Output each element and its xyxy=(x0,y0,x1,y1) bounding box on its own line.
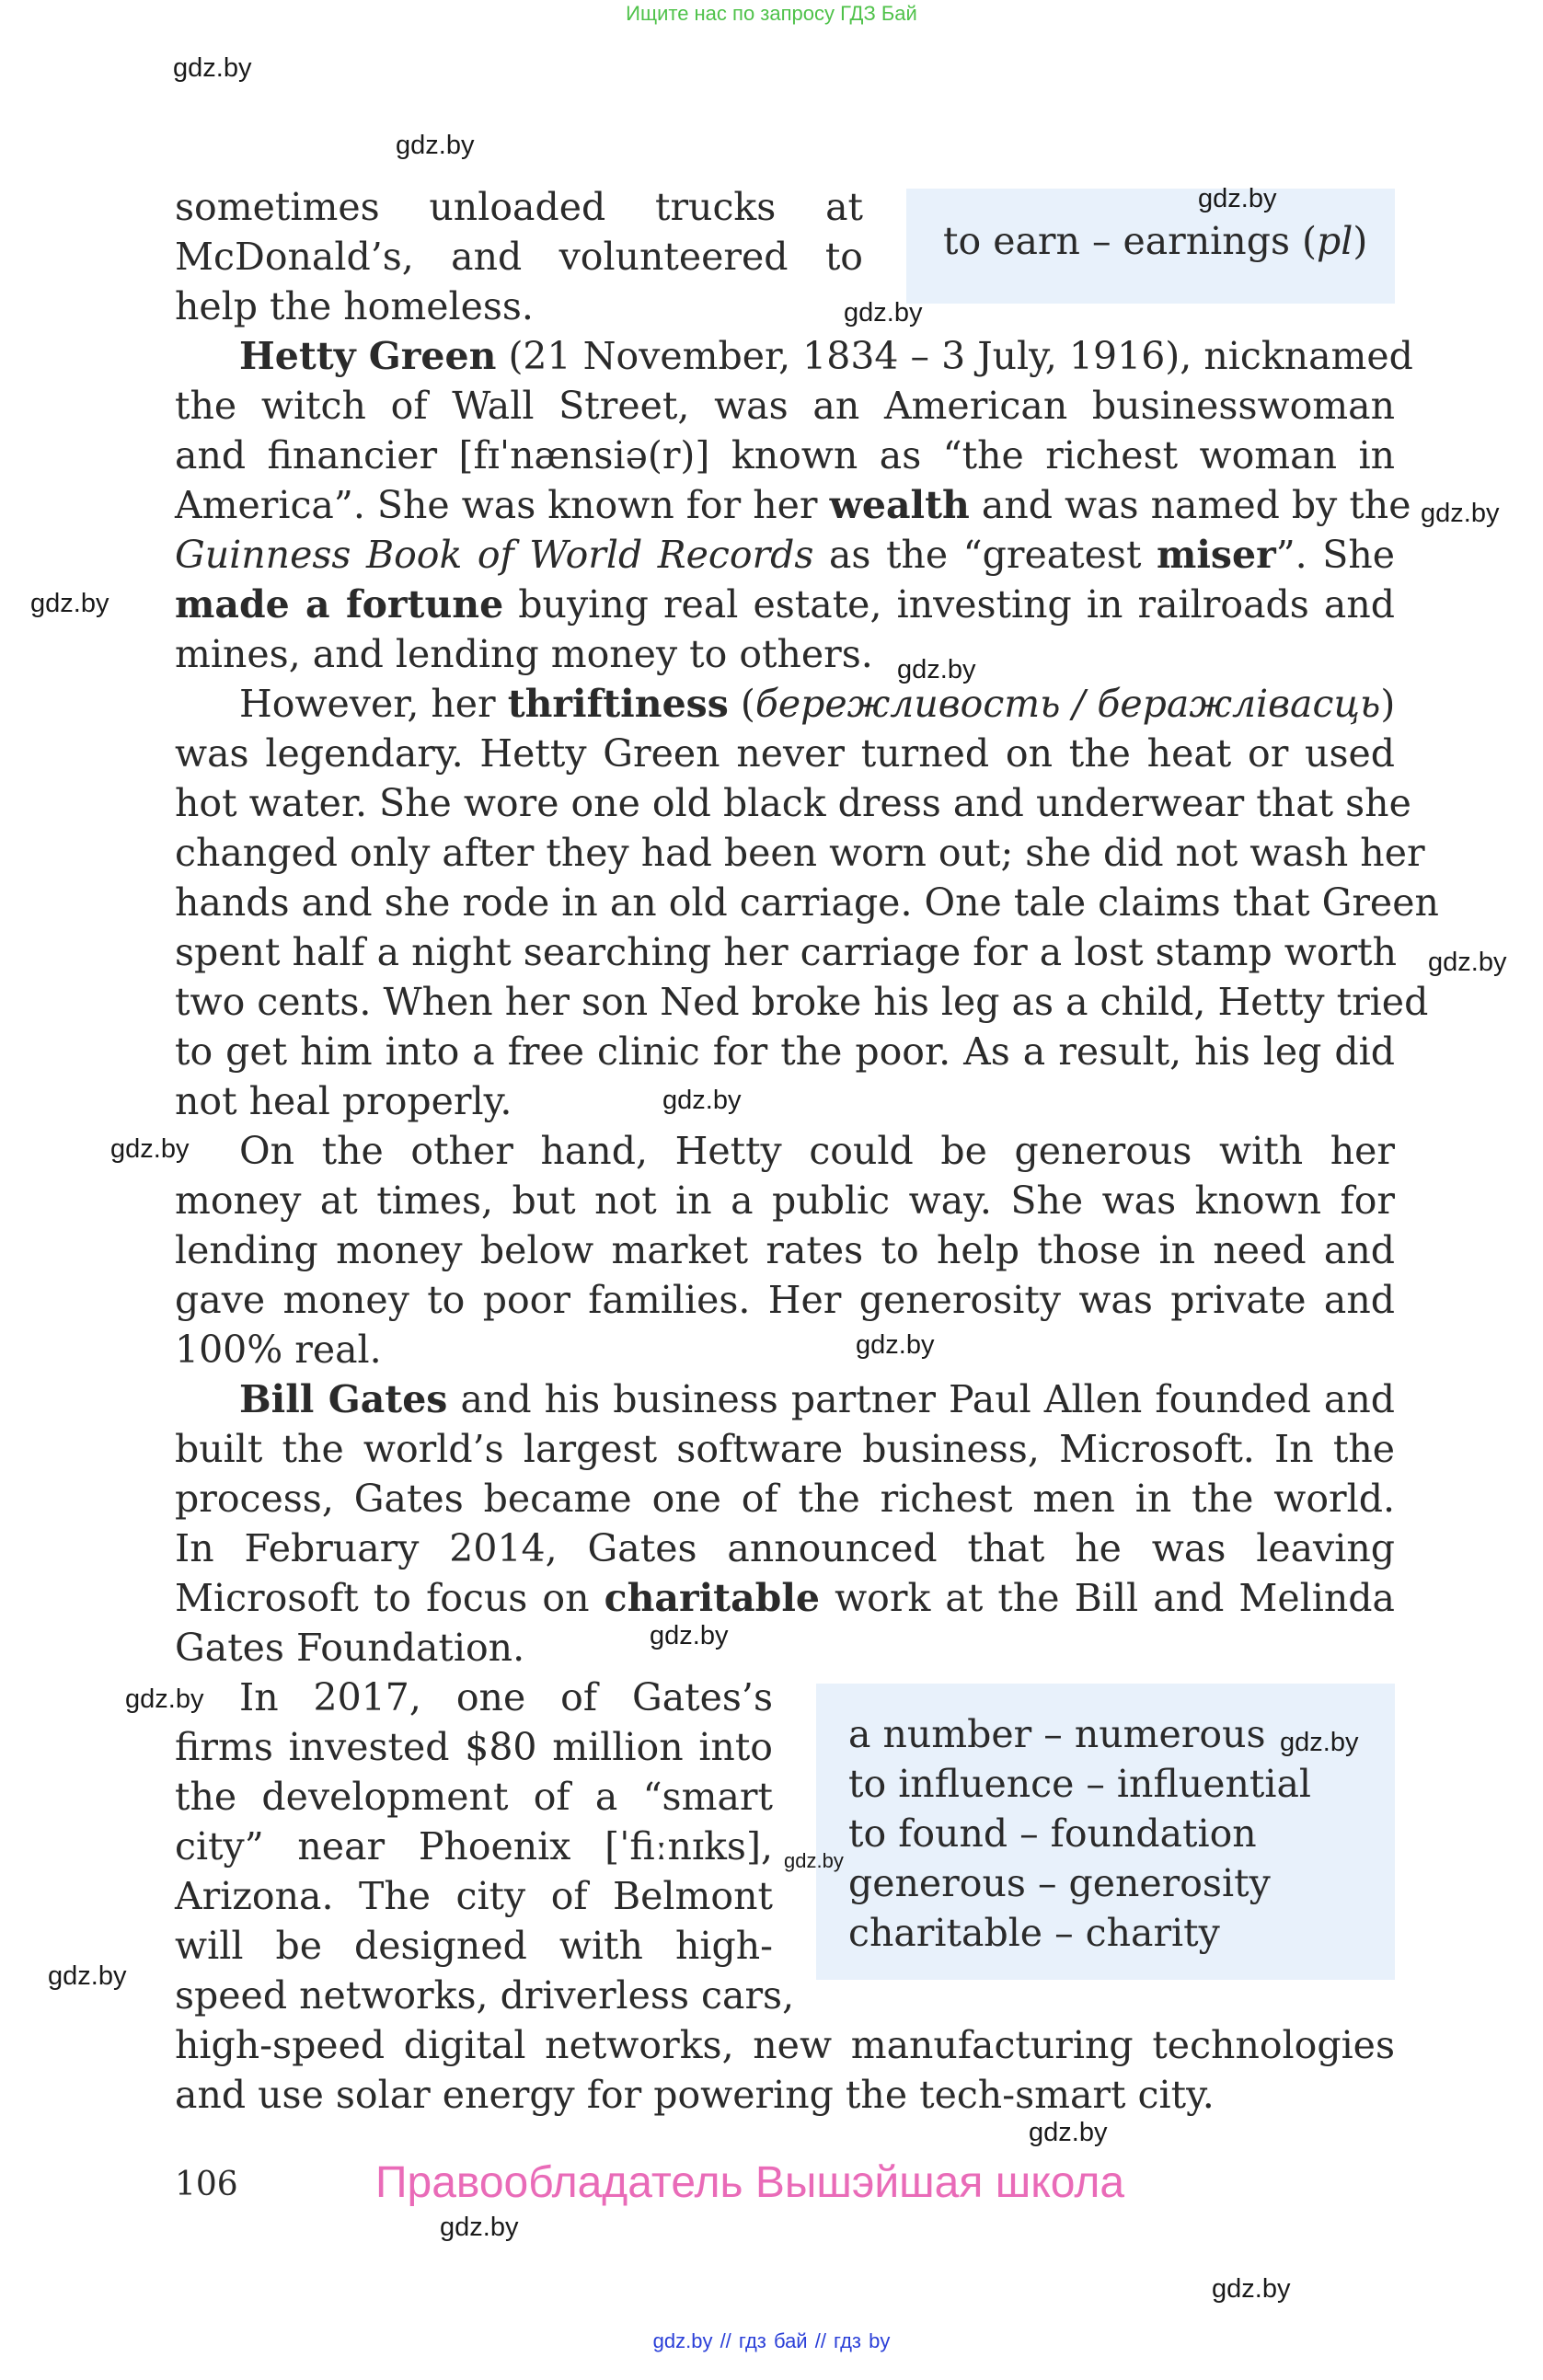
watermark: gdz.by xyxy=(1212,2274,1291,2304)
watermark: gdz.by xyxy=(30,589,109,618)
text-line: mines, and lending money to others. xyxy=(175,632,873,676)
text-line: Gates Foundation. xyxy=(175,1626,525,1670)
text-line: Bill Gates and his business partner Paul Allen founded and xyxy=(239,1377,1395,1421)
watermark: gdz.by xyxy=(784,1849,844,1872)
text-line: America”. She was known for her wealth and was named by the xyxy=(175,483,1411,527)
vocab-earn: to earn – earnings (pl) xyxy=(943,219,1368,263)
text-line: hot water. She wore one old black dress and underwear that she xyxy=(175,781,1411,825)
text-line: changed only after they had been worn out; she did not wash her xyxy=(175,831,1425,875)
watermark: gdz.by xyxy=(440,2213,519,2242)
text-line: made a fortune buying real estate, investing in railroads and xyxy=(175,582,1395,627)
vocab-item: a number – numerous xyxy=(848,1712,1266,1756)
vocab-item: to influence – influential xyxy=(848,1762,1312,1806)
text-line: hands and she rode in an old carriage. One tale claims that Green xyxy=(175,880,1439,925)
text-line: 100% real. xyxy=(175,1328,382,1372)
watermark: gdz.by xyxy=(1198,184,1277,213)
text-line: Hetty Green (21 November, 1834 – 3 July, 1916), nicknamed xyxy=(239,334,1413,378)
watermark: gdz.by xyxy=(650,1621,729,1650)
text-line: built the world’s largest software business, Microsoft. In the xyxy=(175,1427,1395,1471)
term-bill-gates: Bill Gates xyxy=(239,1377,448,1421)
watermark: gdz.by xyxy=(662,1086,742,1115)
text-line: On the other hand, Hetty could be generous with her xyxy=(239,1129,1395,1173)
watermark: gdz.by xyxy=(48,1961,127,1991)
text-line: Microsoft to focus on charitable work at the Bill and Melinda xyxy=(175,1576,1395,1620)
vocab-item: charitable – charity xyxy=(848,1911,1220,1955)
watermark: gdz.by xyxy=(1280,1728,1359,1757)
text-line: high-speed digital networks, new manufacturing technologies xyxy=(175,2023,1395,2067)
text-line: help the homeless. xyxy=(175,284,534,328)
page-number: 106 xyxy=(175,2166,238,2203)
term-hetty-green: Hetty Green xyxy=(239,334,497,378)
text-line: However, her thriftiness (бережливость / беражлівасць) xyxy=(239,682,1396,726)
watermark: gdz.by xyxy=(897,655,976,684)
term-wealth: wealth xyxy=(829,483,970,527)
text-line: process, Gates became one of the richest men in the world. xyxy=(175,1477,1395,1521)
watermark: gdz.by xyxy=(396,131,475,160)
watermark: gdz.by xyxy=(110,1134,190,1164)
text-line: speed networks, driverless cars, xyxy=(175,1973,795,2018)
top-banner[interactable]: Ищите нас по запросу ГДЗ Бай xyxy=(626,2,917,25)
text-line: to get him into a free clinic for the poor. As a result, his leg did xyxy=(175,1029,1395,1074)
watermark: gdz.by xyxy=(173,53,252,83)
translation: бережливость / беражлівасць xyxy=(754,682,1381,726)
vocab-item: generous – generosity xyxy=(848,1861,1271,1905)
watermark: gdz.by xyxy=(1029,2118,1108,2147)
text-line: not heal properly. xyxy=(175,1079,512,1123)
term-thriftiness: thriftiness xyxy=(507,682,729,726)
term-miser: miser xyxy=(1156,533,1276,577)
text-line: gave money to poor families. Her generosity was private and xyxy=(175,1278,1395,1322)
text-line: In February 2014, Gates announced that he was leaving xyxy=(175,1526,1395,1570)
text-line: will be designed with high- xyxy=(175,1924,773,1968)
vocab-box-earn xyxy=(906,189,1395,304)
term-charitable: charitable xyxy=(604,1576,820,1620)
text-line: Arizona. The city of Belmont xyxy=(175,1874,773,1918)
watermark: gdz.by xyxy=(125,1684,204,1714)
text-line: the development of a “smart xyxy=(175,1775,773,1819)
text-line: two cents. When her son Ned broke his leg as a child, Hetty tried xyxy=(175,980,1429,1024)
bottom-banner[interactable]: gdz.by // гдз бай // гдз by xyxy=(652,2329,891,2352)
term-made-a-fortune: made a fortune xyxy=(175,582,504,627)
text-line: Guinness Book of World Records as the “greatest miser”. She xyxy=(175,533,1395,577)
copyright-holder: Правообладатель Вышэйшая школа xyxy=(375,2158,1125,2207)
text-line: money at times, but not in a public way. She was known for xyxy=(175,1179,1395,1223)
watermark: gdz.by xyxy=(1421,499,1500,528)
text-line: the witch of Wall Street, was an American businesswoman xyxy=(175,384,1395,428)
text-line: and use solar energy for powering the tech-smart city. xyxy=(175,2073,1215,2117)
text-line: was legendary. Hetty Green never turned on the heat or used xyxy=(175,731,1395,776)
text-line: lending money below market rates to help those in need and xyxy=(175,1228,1395,1272)
text-line: and financier [fɪˈnænsiə(r)] known as “the richest woman in xyxy=(175,433,1395,477)
text-line: city” near Phoenix [ˈfiːnɪks], xyxy=(175,1824,773,1868)
text-line: McDonald’s, and volunteered to xyxy=(175,235,863,279)
watermark: gdz.by xyxy=(1428,948,1507,977)
watermark: gdz.by xyxy=(856,1330,935,1360)
text-line: spent half a night searching her carriage for a lost stamp worth xyxy=(175,930,1397,974)
text-line: sometimes unloaded trucks at xyxy=(175,185,863,229)
text-line: In 2017, one of Gates’s xyxy=(239,1675,773,1719)
text-line: firms invested $80 million into xyxy=(175,1725,773,1769)
vocab-item: to found – foundation xyxy=(848,1811,1257,1856)
watermark: gdz.by xyxy=(844,298,923,328)
